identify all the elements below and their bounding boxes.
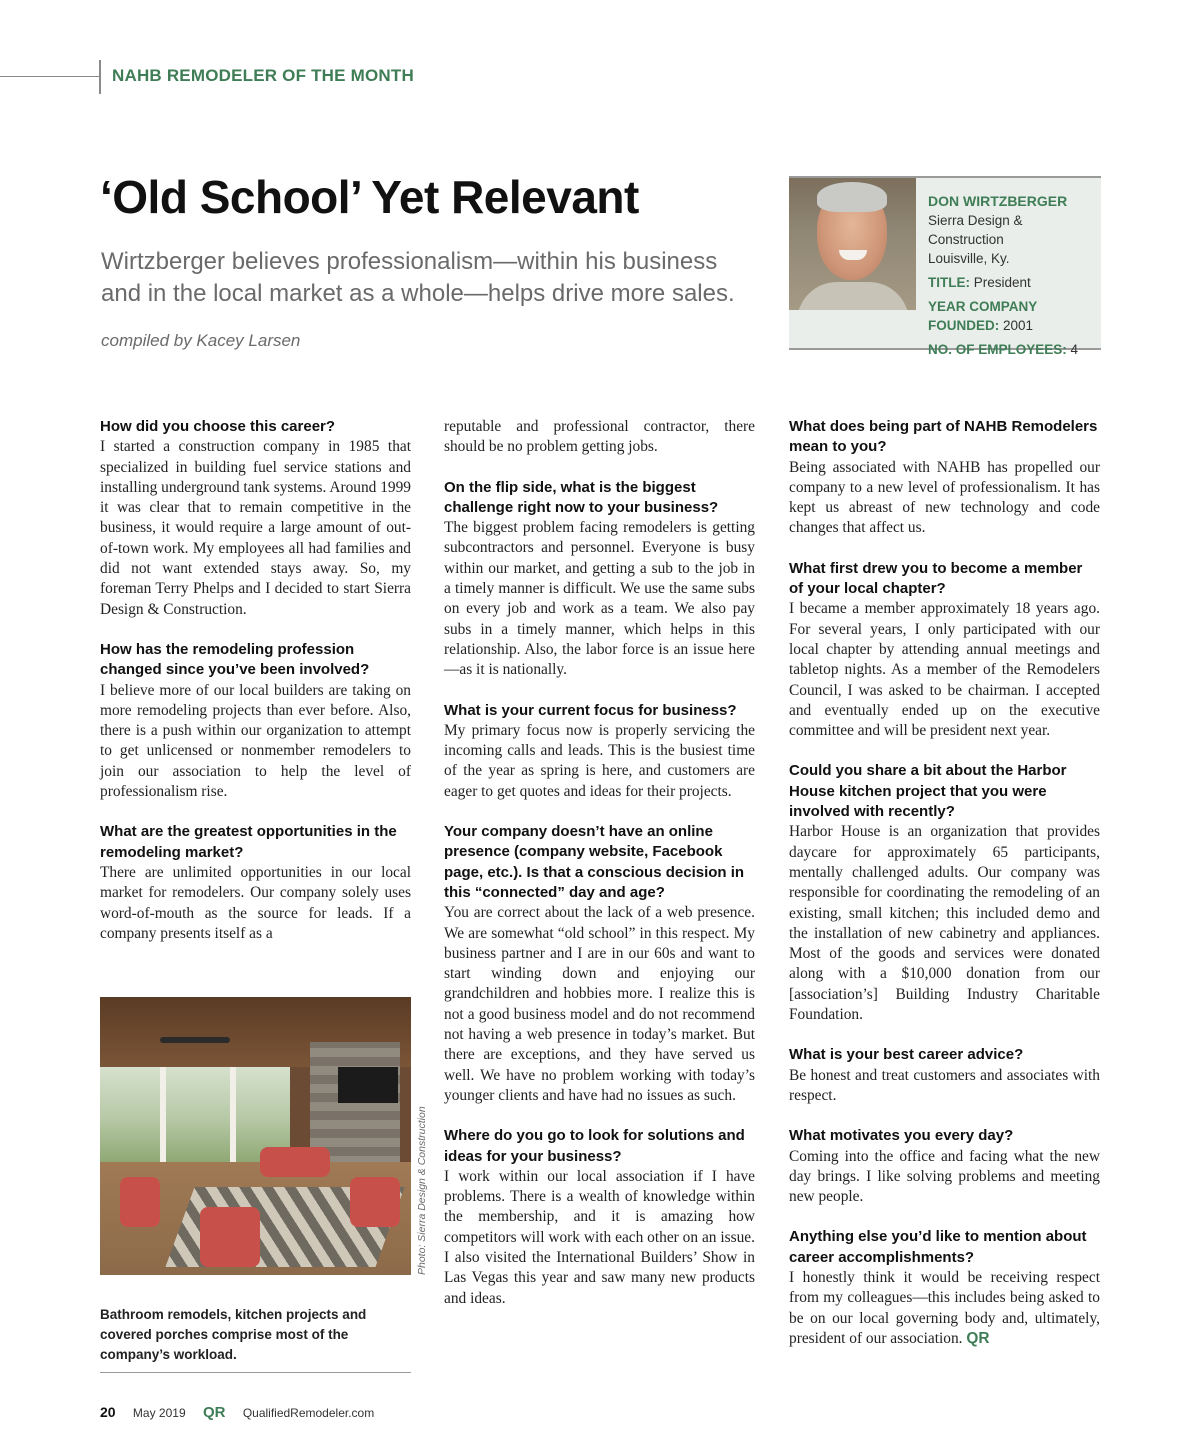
answer [789, 1268, 1100, 1349]
answer: You are correct about the lack of a web presence. We are somewhat “old school” in this respect. My business partner and I are in our 60s and want to start winding down and enjoying our grandchildren and hobbies more. I realize this is not a good business model and do not recommend not having a web presence in today’s market. But there are exceptions, and they have served us well. We have no problem working with today’s younger clients and have had no issues as such. [444, 904, 755, 1104]
television [338, 1067, 398, 1103]
portrait-photo [789, 178, 916, 310]
column-3 [789, 417, 1100, 1369]
question: What first drew you to become a member of your local chapter? [789, 559, 1083, 598]
profile-founded-value: 2001 [1003, 318, 1034, 333]
qa-block [789, 1045, 1100, 1106]
question: Your company doesn’t have an online presence (company website, Facebook page, etc.). Is that a conscious decision in this “connected” day and age? [444, 823, 745, 901]
qa-block [444, 701, 755, 802]
photo-caption: Bathroom remodels, kitchen projects and covered porches comprise most of the company’s workload. [100, 1305, 411, 1373]
qa-block [100, 640, 411, 802]
question: What is your best career advice? [789, 1046, 1024, 1064]
answer: My primary focus now is properly servicing the incoming calls and leads. This is the busiest time of the year as spring is here, and customers are eager to get quotes and ideas for their projects. [444, 721, 755, 800]
answer: Be honest and treat customers and associates with respect. [789, 1066, 1100, 1104]
qa-block [789, 417, 1100, 539]
qa-block [789, 1126, 1100, 1207]
profile-title-row [928, 273, 1098, 292]
answer: I started a construction company in 1985 that specialized in building fuel service stations and installing underground tank systems. Around 1999 it was clear that to remain competitive in the business, it would require a large amount of out-of-town work. My employees all had families and did not want extended stays away. So, my foreman Terry Phelps and I decided to start Sierra Design & Construction. [100, 438, 411, 618]
porch-screen-windows [100, 1052, 290, 1162]
profile-company: Sierra Design & Construction [928, 213, 1023, 247]
answer: I became a member approximately 18 years ago. For several years, I only participated with our local chapter by attending annual meetings and tabletop nights. As a member of the Remodelers Council, I was asked to be chairman. I accepted and eventually ended up on the executive committee and will be president next year. [789, 600, 1100, 740]
qa-block [444, 822, 755, 1106]
ceiling-fan [160, 1037, 230, 1043]
page-footer [100, 1404, 374, 1421]
patio-chair [350, 1177, 400, 1227]
profile-employees-row [928, 340, 1098, 359]
answer: I work within our local association if I have problems. There is a wealth of knowledge within the membership, and it is amazing how competitors will work with each other on an issue. I also visited the International Builders’ Show in Las Vegas this year and saw many new products and ideas. [444, 1167, 755, 1307]
qa-block [789, 559, 1100, 742]
photo-credit: Photo: Sierra Design & Construction [416, 1106, 428, 1275]
answer: Coming into the office and facing what the new day brings. I like solving problems and meeting new people. [789, 1147, 1100, 1206]
question: Anything else you’d like to mention about career accomplishments? [789, 1228, 1087, 1266]
question: What does being part of NAHB Remodelers mean to you? [789, 418, 1098, 456]
issue-date: May 2019 [132, 1406, 186, 1420]
profile-box [789, 176, 1101, 357]
question: How did you choose this career? [100, 418, 336, 435]
question: What motivates you every day? [789, 1127, 1014, 1145]
qa-block [789, 1227, 1100, 1349]
red-sofa [260, 1147, 330, 1177]
profile-employees-value: 4 [1070, 342, 1079, 357]
question: Where do you go to look for solutions and ideas for your business? [444, 1127, 745, 1165]
header-rule [0, 76, 100, 77]
column-1 [100, 417, 411, 964]
column-2 [444, 417, 755, 1329]
profile-employees-label: NO. OF EMPLOYEES: [928, 342, 1067, 357]
answer: There are unlimited opportunities in our local market for remodelers. Our company solely uses word-of-mouth as the source for leads. If a company presents itself as a [100, 863, 411, 942]
answer-text: I honestly think it would be receiving respect from my colleagues—this includes being asked to be on our local governing body and, ultimately, president of our association. [789, 1268, 1100, 1347]
question: Could you share a bit about the Harbor House kitchen project that you were involved with recently? [789, 762, 1067, 821]
question: How has the remodeling profession changed since you’ve been involved? [100, 640, 370, 679]
article-title: ‘Old School’ Yet Relevant [100, 171, 639, 223]
profile-name: DON WIRTZBERGER [928, 193, 1068, 209]
profile-info [928, 192, 1098, 359]
profile-founded-label: YEAR COMPANY FOUNDED: [928, 299, 1038, 333]
byline: compiled by Kacey Larsen [101, 331, 301, 350]
article-subtitle: Wirtzberger believes professionalism—within his business and in the local market as a whole—helps drive more sales. [101, 248, 735, 307]
qa-block [100, 822, 411, 944]
page-number: 20 [100, 1404, 116, 1420]
question: What are the greatest opportunities in the remodeling market? [100, 823, 397, 861]
profile-title-label: TITLE: [928, 275, 970, 290]
question: What is your current focus for business? [444, 701, 737, 719]
answer: Harbor House is an organization that provides daycare for approximately 65 participants, mentally challenged adults. Our company was responsible for coordinating the remodeling of an existing, small kitchen; this included demo and the installation of new cabinetry and appliances. Most of the goods and services were donated along with a $10,000 donation from our [association’s] Building Industry Charitable Foundation. [789, 823, 1100, 1024]
qa-continuation [444, 417, 755, 458]
patio-chair [200, 1207, 260, 1267]
answer: reputable and professional contractor, there should be no problem getting jobs. [444, 418, 755, 456]
section-label: NAHB REMODELER OF THE MONTH [112, 66, 414, 85]
profile-founded-row [928, 297, 1098, 335]
answer: Being associated with NAHB has propelled our company to a new level of professionalism. It has kept us abreast of new technology and code changes that affect us. [789, 458, 1100, 537]
qa-block [789, 761, 1100, 1025]
profile-location: Louisville, Ky. [928, 251, 1010, 266]
profile-title-value: President [973, 275, 1031, 290]
portrait-shirt [797, 282, 909, 310]
question: On the flip side, what is the biggest challenge right now to your business? [444, 478, 719, 516]
qr-logo: QR [202, 1404, 226, 1421]
qa-block [444, 1126, 755, 1309]
answer: The biggest problem facing remodelers is getting subcontractors and personnel. Everyone is busy within our market, and getting a sub to the job in a timely manner is difficult. We use the same subs on every job and work as a team. We also pay subs in a timely manner, which helps in this relationship. Also, the labor force is an issue here—as it is nationally. [444, 519, 755, 679]
header-bar [99, 60, 101, 94]
qa-block [100, 417, 411, 620]
qa-block [444, 478, 755, 681]
portrait-hair [817, 182, 887, 212]
end-mark: QR [966, 1329, 990, 1347]
answer: I believe more of our local builders are taking on more remodeling projects than ever before. Also, there is a push within our organization to attempt to get unlicensed or nonmember remodelers to join our association to help the level of professionalism rise. [100, 681, 411, 801]
site-link[interactable]: QualifiedRemodeler.com [242, 1406, 375, 1420]
patio-chair [120, 1177, 160, 1227]
porch-photo [100, 997, 411, 1275]
